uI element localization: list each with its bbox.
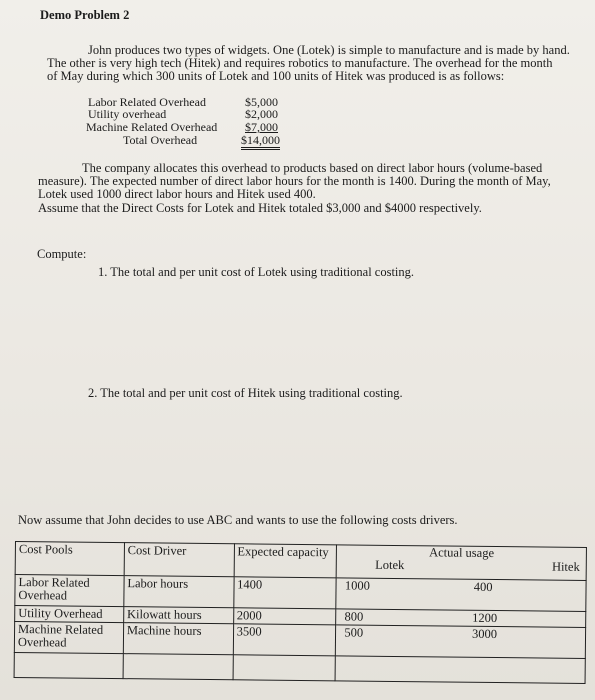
row-utility-hitek: 1200 bbox=[472, 610, 498, 626]
row-machine-lotek: 500 bbox=[344, 625, 364, 640]
row-machine-pool: Machine Related Overhead bbox=[14, 622, 123, 654]
overhead-value-utility: $2,000 bbox=[245, 107, 278, 121]
overhead-value-labor: $5,000 bbox=[245, 95, 278, 109]
intro-line-1: John produces two types of widgets. One (Lotek) is simple to manufacture and is made by hand. bbox=[88, 43, 570, 57]
header-expected-capacity: Expected capacity bbox=[234, 544, 337, 578]
row-machine-driver: Machine hours bbox=[123, 623, 233, 655]
row-labor-expected: 1400 bbox=[233, 577, 336, 609]
intro-line-2: The other is very high tech (Hitek) and requires robotics to manufacture. The overhead for the month bbox=[47, 56, 553, 70]
intro-line-3: of May during which 300 units of Lotek and 100 units of Hitek was produced is as follows: bbox=[47, 69, 505, 83]
allocation-line-2: measure). The expected number of direct labor hours for the month is 1400. During the month of May, bbox=[38, 174, 551, 188]
header-actual-usage-cell bbox=[337, 545, 587, 581]
header-cost-pools: Cost Pools bbox=[15, 542, 124, 576]
row-utility-lotek: 800 bbox=[344, 609, 364, 624]
overhead-label-machine: Machine Related Overhead bbox=[86, 120, 218, 134]
header-hitek: Hitek bbox=[551, 559, 580, 574]
row-machine-expected: 3500 bbox=[233, 624, 336, 656]
header-actual-usage: Actual usage bbox=[429, 545, 495, 561]
allocation-line-1: The company allocates this overhead to products based on direct labor hours (volume-based bbox=[82, 161, 543, 175]
row-labor-hitek: 400 bbox=[473, 579, 493, 595]
overhead-label-total: Total Overhead bbox=[123, 133, 198, 147]
table-empty-row bbox=[14, 652, 585, 683]
overhead-value-machine: $7,000 bbox=[245, 120, 278, 134]
compute-label: Compute: bbox=[37, 247, 87, 261]
allocation-line-4: Assume that the Direct Costs for Lotek and Hitek totaled $3,000 and $4000 respectively. bbox=[38, 201, 482, 215]
question-2: 2. The total and per unit cost of Hitek using traditional costing. bbox=[88, 386, 403, 400]
question-1: 1. The total and per unit cost of Lotek using traditional costing. bbox=[98, 265, 415, 279]
overhead-value-total: $14,000 bbox=[241, 133, 280, 150]
row-machine-hitek: 3000 bbox=[471, 626, 498, 642]
row-labor-lotek: 1000 bbox=[344, 578, 370, 593]
abc-intro: Now assume that John decides to use ABC and wants to use the following costs drivers. bbox=[18, 513, 458, 527]
overhead-label-labor: Labor Related Overhead bbox=[88, 95, 206, 109]
header-cost-driver: Cost Driver bbox=[124, 543, 234, 577]
page-title: Demo Problem 2 bbox=[40, 8, 130, 22]
header-lotek: Lotek bbox=[375, 557, 405, 573]
overhead-label-utility: Utility overhead bbox=[88, 107, 167, 121]
allocation-line-3: Lotek used 1000 direct labor hours and Hitek used 400. bbox=[38, 187, 316, 201]
row-labor-driver: Labor hours bbox=[124, 576, 234, 608]
cost-driver-table bbox=[14, 541, 587, 684]
row-utility-pool: Utility Overhead bbox=[15, 606, 124, 623]
row-utility-expected: 2000 bbox=[233, 608, 336, 625]
row-labor-pool: Labor Related Overhead bbox=[15, 575, 124, 607]
row-utility-driver: Kilowatt hours bbox=[123, 607, 233, 624]
